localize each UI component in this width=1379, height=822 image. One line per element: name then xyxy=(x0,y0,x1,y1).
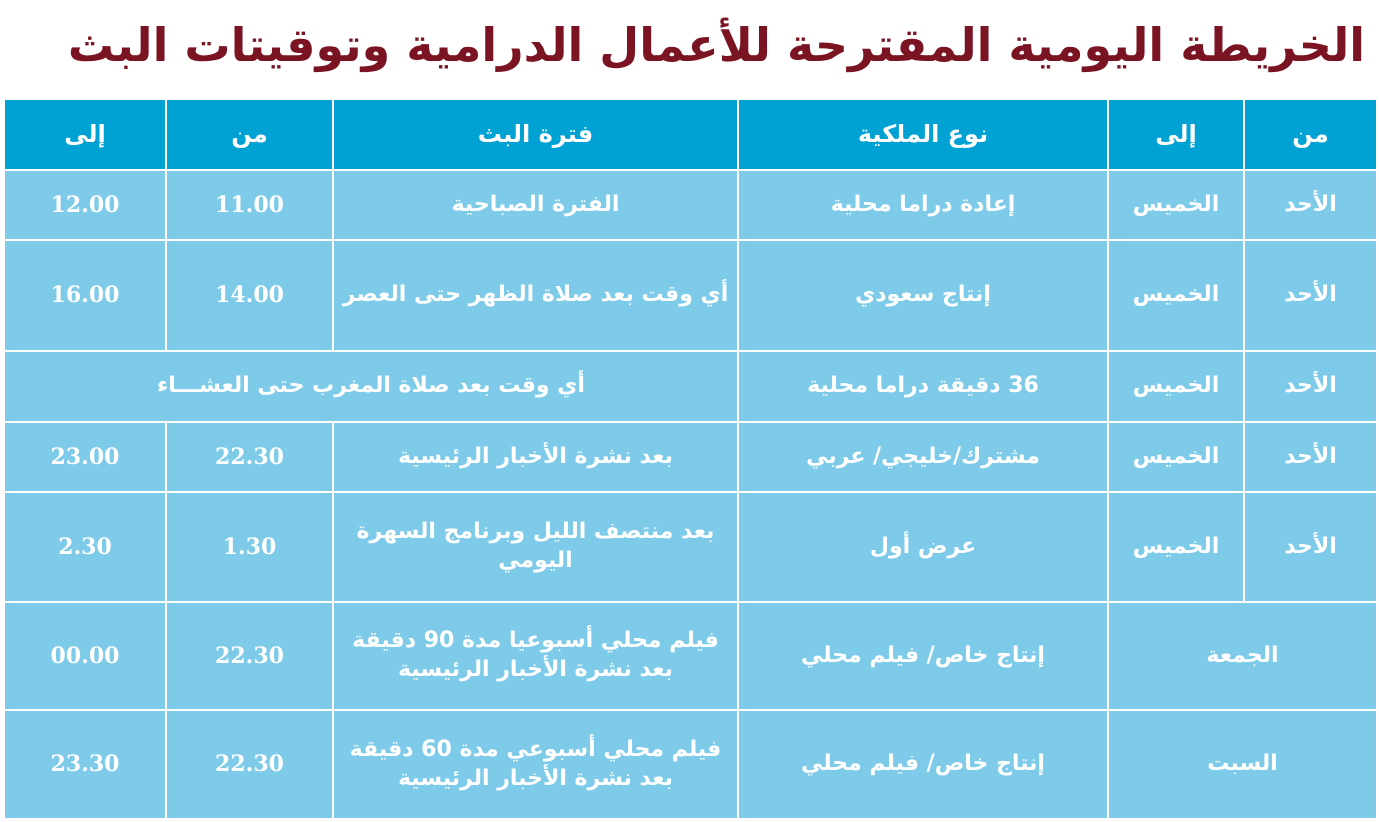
table-row xyxy=(4,170,1377,240)
cell-broadcast-period: أي وقت بعد صلاة المغرب حتى العشـــاء xyxy=(4,351,738,422)
header-ownership-type: نوع الملكية xyxy=(738,99,1108,170)
cell-to-day: الخميس xyxy=(1108,492,1244,602)
table-row xyxy=(4,422,1377,492)
cell-from-time: 22.30 xyxy=(166,422,333,492)
cell-ownership-type: 36 دقيقة دراما محلية xyxy=(738,351,1108,422)
cell-to-day: الخميس xyxy=(1108,240,1244,351)
cell-ownership-type: إنتاج خاص/ فيلم محلي xyxy=(738,710,1108,819)
cell-ownership-type: مشترك/خليجي/ عربي xyxy=(738,422,1108,492)
cell-to-day: الخميس xyxy=(1108,422,1244,492)
cell-broadcast-period: بعد نشرة الأخبار الرئيسية xyxy=(333,422,738,492)
cell-to-time: 16.00 xyxy=(4,240,166,351)
cell-to-time: 23.00 xyxy=(4,422,166,492)
table-row xyxy=(4,240,1377,351)
cell-to-time: 2.30 xyxy=(4,492,166,602)
header-to-day: إلى xyxy=(1108,99,1244,170)
cell-broadcast-period: فيلم محلي أسبوعي مدة 60 دقيقة بعد نشرة الأخبار الرئيسية xyxy=(333,710,738,819)
cell-to-time: 00.00 xyxy=(4,602,166,710)
header-row xyxy=(4,99,1377,170)
table-row xyxy=(4,351,1377,422)
cell-ownership-type: إنتاج سعودي xyxy=(738,240,1108,351)
cell-broadcast-period: الفترة الصباحية xyxy=(333,170,738,240)
cell-from-day: الأحد xyxy=(1244,351,1377,422)
cell-to-time: 12.00 xyxy=(4,170,166,240)
cell-to-time: 23.30 xyxy=(4,710,166,819)
page-title: الخريطة اليومية المقترحة للأعمال الدرامية وتوقيتات البث xyxy=(67,18,1365,72)
cell-from-time: 11.00 xyxy=(166,170,333,240)
cell-from-day: الأحد xyxy=(1244,170,1377,240)
cell-from-time: 14.00 xyxy=(166,240,333,351)
broadcast-schedule-table xyxy=(3,98,1378,820)
table-row xyxy=(4,602,1377,710)
cell-from-time: 22.30 xyxy=(166,710,333,819)
cell-to-day: الخميس xyxy=(1108,351,1244,422)
cell-from-time: 1.30 xyxy=(166,492,333,602)
cell-from-time: 22.30 xyxy=(166,602,333,710)
header-from-day: من xyxy=(1244,99,1377,170)
header-from-time: من xyxy=(166,99,333,170)
cell-broadcast-period: بعد منتصف الليل وبرنامج السهرة اليومي xyxy=(333,492,738,602)
table-row xyxy=(4,710,1377,819)
cell-ownership-type: عرض أول xyxy=(738,492,1108,602)
cell-day: الجمعة xyxy=(1108,602,1377,710)
cell-ownership-type: إنتاج خاص/ فيلم محلي xyxy=(738,602,1108,710)
cell-broadcast-period: أي وقت بعد صلاة الظهر حتى العصر xyxy=(333,240,738,351)
cell-ownership-type: إعادة دراما محلية xyxy=(738,170,1108,240)
cell-from-day: الأحد xyxy=(1244,422,1377,492)
cell-from-day: الأحد xyxy=(1244,240,1377,351)
cell-broadcast-period: فيلم محلي أسبوعيا مدة 90 دقيقة بعد نشرة الأخبار الرئيسية xyxy=(333,602,738,710)
cell-from-day: الأحد xyxy=(1244,492,1377,602)
table-row xyxy=(4,492,1377,602)
cell-day: السبت xyxy=(1108,710,1377,819)
header-to-time: إلى xyxy=(4,99,166,170)
header-broadcast-period: فترة البث xyxy=(333,99,738,170)
cell-to-day: الخميس xyxy=(1108,170,1244,240)
